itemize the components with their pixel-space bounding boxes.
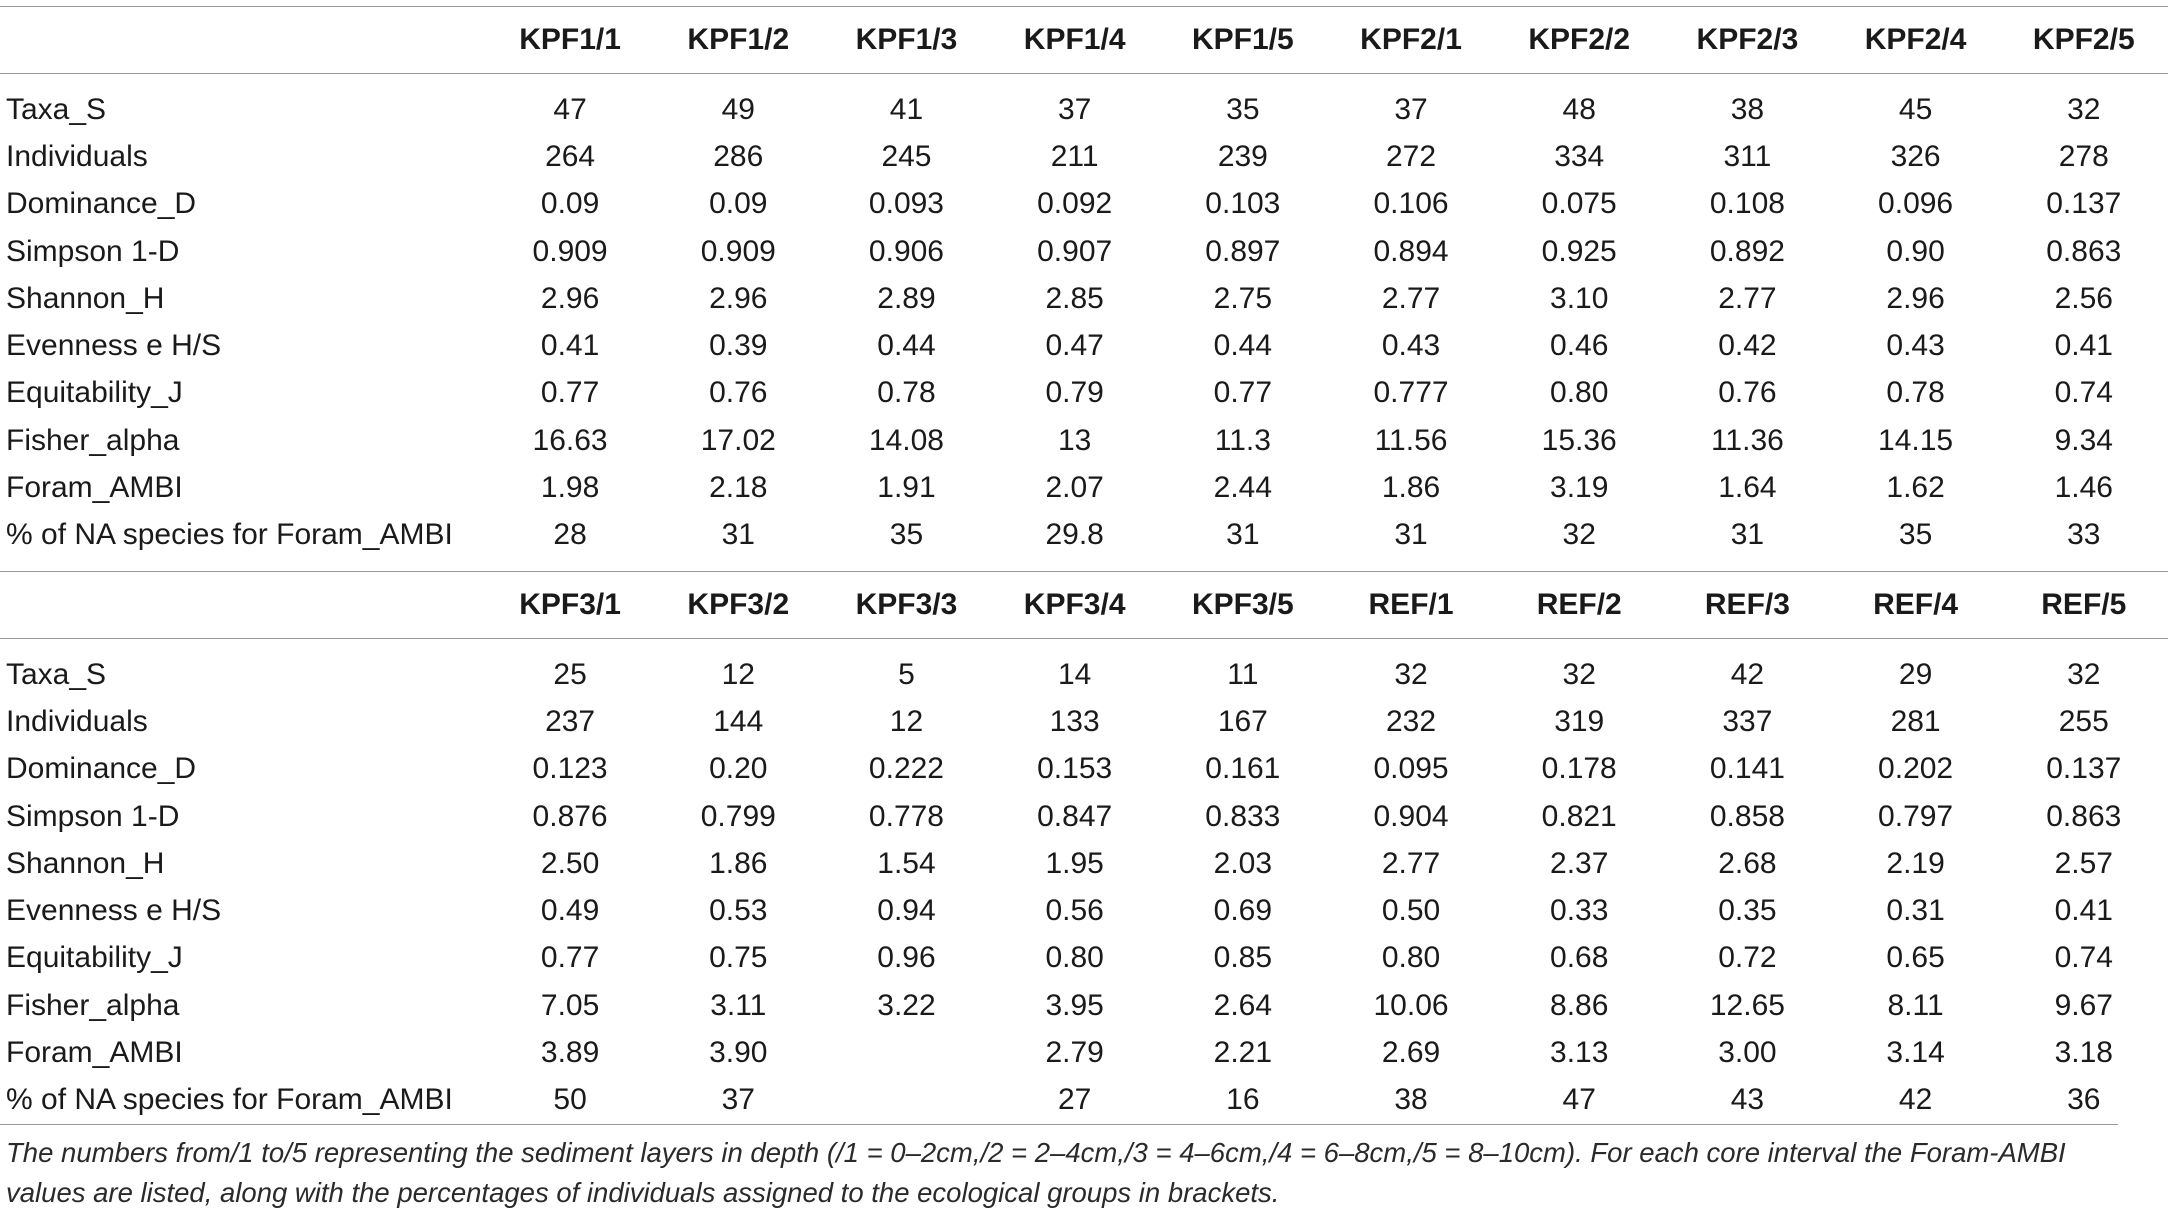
table-cell: 1.95 (1045, 846, 1104, 880)
table-row (0, 887, 2168, 934)
row-label: % of NA species for Foram_AMBI (6, 518, 453, 552)
table-cell: 35 (889, 518, 924, 552)
table-cell: 31 (1226, 518, 1260, 552)
table-row (0, 464, 2168, 511)
header-corner-cell (0, 7, 486, 74)
table-cell: 0.106 (1373, 187, 1449, 221)
table-cell: 2.21 (1213, 1035, 1273, 1069)
table-cell: 0.222 (868, 752, 944, 786)
table-cell: 0.095 (1373, 752, 1449, 786)
table-cell: 0.74 (2054, 376, 2113, 410)
table-cell: 36 (2067, 1083, 2101, 1117)
table-cell: 32 (2067, 657, 2101, 691)
table-cell: 0.161 (1205, 752, 1281, 786)
table-cell: 35 (1898, 518, 1933, 552)
table-cell: 272 (1386, 139, 1437, 173)
table-cell: 11.3 (1214, 423, 1271, 457)
table-cell: 0.80 (1381, 941, 1441, 975)
row-label: Shannon_H (6, 846, 165, 880)
table-cell: 0.49 (540, 894, 600, 928)
table-cell: 38 (1730, 92, 1765, 126)
table-cell: 15.36 (1541, 423, 1617, 457)
table-cell: 0.53 (709, 894, 768, 928)
table-row (0, 1077, 2168, 1124)
column-header: REF/4 (1832, 571, 2000, 638)
table-cell: 47 (1562, 1083, 1596, 1117)
table-cell: 0.96 (877, 941, 936, 975)
table-cell: 237 (545, 704, 596, 738)
table-cell: 0.137 (2046, 187, 2122, 221)
table-cell: 13 (1057, 423, 1092, 457)
table-row (0, 512, 2168, 559)
column-header: KPF2/3 (1663, 7, 1831, 74)
header-row (0, 7, 2168, 74)
table-cell: 2.89 (877, 281, 936, 315)
table-cell: 0.925 (1541, 234, 1617, 268)
table-cell: 0.141 (1709, 752, 1785, 786)
table-cell: 0.821 (1541, 799, 1617, 833)
table-cell: 0.44 (1213, 329, 1273, 363)
table-cell: 0.94 (877, 894, 936, 928)
table-row (0, 651, 2168, 698)
table-cell: 31 (1394, 518, 1428, 552)
table-cell: 0.35 (1718, 894, 1777, 928)
table-cell: 47 (553, 92, 587, 126)
table-cell: 0.123 (532, 752, 608, 786)
table-cell: 43 (1730, 1083, 1765, 1117)
column-header: KPF3/3 (822, 571, 990, 638)
table-cell: 16 (1226, 1083, 1260, 1117)
table-cell: 9.67 (2054, 988, 2113, 1022)
table-row (0, 181, 2168, 228)
table-cell: 0.09 (709, 187, 768, 221)
table-cell: 245 (881, 139, 932, 173)
column-header: KPF1/4 (991, 7, 1159, 74)
column-header: REF/3 (1663, 571, 1831, 638)
table-cell: 337 (1722, 704, 1773, 738)
table-cell: 0.202 (1878, 752, 1954, 786)
table-cell: 32 (1562, 518, 1596, 552)
column-header: KPF3/1 (486, 571, 654, 638)
table-cell: 1.86 (1381, 471, 1441, 505)
column-header: KPF2/4 (1832, 7, 2000, 74)
table-row (0, 322, 2168, 369)
row-label: Foram_AMBI (6, 471, 183, 505)
table-cell: 0.50 (1381, 894, 1441, 928)
table-cell: 264 (545, 139, 596, 173)
table-row (0, 698, 2168, 745)
row-label: Taxa_S (6, 92, 107, 126)
table-row (0, 275, 2168, 322)
table-cell: 278 (2058, 139, 2109, 173)
table-cell: 0.43 (1886, 329, 1945, 363)
table-cell: 50 (553, 1083, 587, 1117)
table-cell: 0.72 (1718, 941, 1777, 975)
table-cell: 0.44 (877, 329, 936, 363)
table-cell: 0.897 (1205, 234, 1281, 268)
table-cell: 0.68 (1550, 941, 1609, 975)
table-cell: 0.103 (1205, 187, 1281, 221)
table-cell: 2.64 (1213, 988, 1273, 1022)
table-cell: 1.54 (877, 846, 936, 880)
table-cell: 133 (1049, 704, 1100, 738)
table-cell: 38 (1394, 1083, 1428, 1117)
table-cell: 3.22 (877, 988, 936, 1022)
table-cell: 0.797 (1878, 799, 1954, 833)
table-cell: 0.092 (1037, 187, 1113, 221)
table-cell: 3.13 (1550, 1035, 1609, 1069)
column-header: KPF1/2 (654, 7, 822, 74)
table-cell: 17.02 (700, 423, 776, 457)
row-label: Individuals (6, 704, 148, 738)
table-cell: 0.799 (700, 799, 776, 833)
table-cell: 2.77 (1718, 281, 1777, 315)
table-row (0, 793, 2168, 840)
table-cell: 12 (889, 704, 924, 738)
table-cell: 0.892 (1709, 234, 1785, 268)
column-header: KPF3/4 (991, 571, 1159, 638)
table-cell: 0.46 (1550, 329, 1609, 363)
table-cell: 2.77 (1381, 281, 1441, 315)
table-cell: 0.69 (1213, 894, 1273, 928)
table-cell: 0.153 (1037, 752, 1113, 786)
table-cell: 7.05 (540, 988, 600, 1022)
table-cell: 29 (1898, 657, 1933, 691)
table-cell: 0.41 (540, 329, 600, 363)
table-cell: 0.178 (1541, 752, 1617, 786)
table-cell: 0.906 (868, 234, 944, 268)
table-row (0, 370, 2168, 417)
table-row (0, 228, 2168, 275)
table-cell: 2.03 (1213, 846, 1273, 880)
table-cell: 255 (2058, 704, 2109, 738)
table-cell: 0.833 (1205, 799, 1281, 833)
table-row (0, 86, 2168, 133)
table-cell: 326 (1890, 139, 1941, 173)
table-cell: 2.07 (1045, 471, 1104, 505)
row-label: Dominance_D (6, 187, 197, 221)
table-cell: 8.86 (1550, 988, 1609, 1022)
table-cell: 334 (1554, 139, 1605, 173)
table-cell: 2.96 (540, 281, 600, 315)
table-cell: 0.863 (2046, 234, 2122, 268)
table-cell: 0.80 (1045, 941, 1104, 975)
row-label: % of NA species for Foram_AMBI (6, 1083, 453, 1117)
row-label: Dominance_D (6, 752, 197, 786)
row-label: Simpson 1-D (6, 799, 180, 833)
column-header: REF/2 (1495, 571, 1663, 638)
table-cell: 0.093 (868, 187, 944, 221)
table-cell: 14.15 (1878, 423, 1954, 457)
table-cell: 49 (721, 92, 755, 126)
table-cell: 9.34 (2054, 423, 2113, 457)
table-cell: 32 (2067, 92, 2101, 126)
row-label: Individuals (6, 139, 148, 173)
table-cell: 14.08 (868, 423, 944, 457)
table-cell: 167 (1217, 704, 1268, 738)
table-cell: 0.778 (868, 799, 944, 833)
table-cell: 27 (1057, 1083, 1092, 1117)
table-row (0, 133, 2168, 180)
table-cell: 45 (1898, 92, 1933, 126)
column-header: REF/1 (1327, 571, 1495, 638)
table-cell: 31 (721, 518, 755, 552)
table-cell: 42 (1898, 1083, 1933, 1117)
row-label: Evenness e H/S (6, 894, 222, 928)
column-header: KPF2/5 (2000, 7, 2168, 74)
table-cell: 0.41 (2054, 329, 2113, 363)
table-cell: 29.8 (1045, 518, 1104, 552)
table-cell: 2.57 (2054, 846, 2113, 880)
table-cell: 2.37 (1550, 846, 1609, 880)
column-header: KPF1/1 (486, 7, 654, 74)
table-cell: 16.63 (532, 423, 608, 457)
table-cell: 319 (1554, 704, 1605, 738)
row-label: Foram_AMBI (6, 1035, 183, 1069)
table-cell: 281 (1890, 704, 1941, 738)
footnote-text: The numbers from/1 to/5 representing the sediment layers in depth (/1 = 0–2cm,/2 = 2–4cm,/3 = 4–6cm,/4 = 6–8cm,/5 = 8–10cm). For each core interval the Foram-AMBI values are listed, along with the percentages of individuals assigned to the ecological groups in brackets. (6, 1136, 2066, 1208)
table-cell: 2.77 (1381, 846, 1441, 880)
column-header: KPF2/2 (1495, 7, 1663, 74)
table-row (0, 746, 2168, 793)
table-cell: 0.77 (540, 376, 600, 410)
table-cell: 1.91 (877, 471, 936, 505)
table-cell: 0.76 (1718, 376, 1777, 410)
table-cell: 32 (1562, 657, 1596, 691)
table-cell: 0.20 (709, 752, 768, 786)
table-cell: 3.89 (540, 1035, 600, 1069)
table-cell: 0.75 (709, 941, 768, 975)
table-row (0, 417, 2168, 464)
table-row (0, 1029, 2168, 1076)
table-cell: 0.41 (2054, 894, 2113, 928)
table-cell: 0.65 (1886, 941, 1945, 975)
table-cell: 31 (1730, 518, 1765, 552)
table-cell: 2.96 (709, 281, 768, 315)
table-cell (822, 1077, 990, 1124)
table-body (0, 7, 2168, 1124)
table-cell: 11.36 (1710, 423, 1784, 457)
table-cell: 0.907 (1037, 234, 1113, 268)
table-cell: 0.56 (1045, 894, 1104, 928)
table-row (0, 935, 2168, 982)
table-cell: 0.075 (1541, 187, 1617, 221)
table-cell: 2.96 (1886, 281, 1945, 315)
table-cell: 0.33 (1550, 894, 1609, 928)
table-cell: 0.43 (1381, 329, 1441, 363)
table-cell: 12.65 (1709, 988, 1785, 1022)
table-cell: 0.42 (1718, 329, 1777, 363)
table-footnote (0, 1124, 2118, 1213)
table-cell: 3.10 (1550, 281, 1609, 315)
table-cell: 3.00 (1718, 1035, 1777, 1069)
diversity-indices-table (0, 6, 2168, 1124)
table-cell: 0.863 (2046, 799, 2122, 833)
table-cell: 3.14 (1886, 1035, 1945, 1069)
table-cell: 35 (1226, 92, 1260, 126)
row-label: Shannon_H (6, 281, 165, 315)
table-cell: 0.137 (2046, 752, 2122, 786)
table-cell: 42 (1730, 657, 1765, 691)
column-header: KPF1/5 (1159, 7, 1327, 74)
table-cell: 2.79 (1045, 1035, 1104, 1069)
table-cell: 0.09 (540, 187, 600, 221)
table-cell: 12 (721, 657, 755, 691)
table-cell: 3.11 (710, 988, 767, 1022)
table-cell: 0.39 (709, 329, 768, 363)
table-cell: 1.64 (1718, 471, 1777, 505)
table-cell: 3.19 (1550, 471, 1609, 505)
table-cell: 2.44 (1213, 471, 1273, 505)
table-cell: 0.904 (1373, 799, 1449, 833)
table-cell: 1.46 (2054, 471, 2113, 505)
table-cell: 0.78 (1886, 376, 1945, 410)
table-cell: 286 (713, 139, 764, 173)
table-cell: 8.11 (1887, 988, 1944, 1022)
header-row (0, 571, 2168, 638)
table-cell: 5 (898, 657, 915, 691)
column-header: KPF2/1 (1327, 7, 1495, 74)
row-label: Equitability_J (6, 941, 183, 975)
table-cell: 48 (1562, 92, 1596, 126)
table-cell: 0.108 (1709, 187, 1785, 221)
table-cell: 2.68 (1718, 846, 1777, 880)
table-cell: 41 (889, 92, 924, 126)
table-cell: 0.47 (1045, 329, 1104, 363)
table-cell: 1.62 (1886, 471, 1945, 505)
table-cell: 0.894 (1373, 234, 1449, 268)
table-cell: 37 (1394, 92, 1428, 126)
table-cell: 25 (553, 657, 587, 691)
table-cell: 10.06 (1373, 988, 1449, 1022)
table-cell: 0.76 (709, 376, 768, 410)
table-cell: 0.79 (1045, 376, 1104, 410)
table-cell: 1.86 (709, 846, 768, 880)
table-cell: 311 (1723, 139, 1772, 173)
table-cell: 14 (1057, 657, 1092, 691)
table-cell: 28 (553, 518, 587, 552)
header-corner-cell (0, 571, 486, 638)
table-cell: 2.75 (1213, 281, 1273, 315)
table-cell: 0.909 (532, 234, 608, 268)
row-label: Evenness e H/S (6, 329, 222, 363)
table-cell: 2.56 (2054, 281, 2113, 315)
table-row (0, 840, 2168, 887)
table-cell: 1.98 (540, 471, 600, 505)
table-cell: 0.858 (1709, 799, 1785, 833)
table-row (0, 982, 2168, 1029)
table-cell: 3.18 (2054, 1035, 2113, 1069)
table-cell: 239 (1217, 139, 1268, 173)
table-cell: 0.77 (1213, 376, 1273, 410)
table-cell: 0.847 (1037, 799, 1113, 833)
row-label: Fisher_alpha (6, 423, 180, 457)
table-cell: 2.19 (1886, 846, 1945, 880)
row-label: Equitability_J (6, 376, 183, 410)
table-cell: 0.31 (1886, 894, 1945, 928)
table-cell: 0.78 (877, 376, 936, 410)
table-cell: 2.85 (1045, 281, 1104, 315)
row-label: Taxa_S (6, 657, 107, 691)
table-cell: 3.95 (1045, 988, 1104, 1022)
column-header: KPF3/2 (654, 571, 822, 638)
table-cell: 0.876 (532, 799, 608, 833)
table-cell: 33 (2067, 518, 2101, 552)
column-header: KPF3/5 (1159, 571, 1327, 638)
table-cell: 0.909 (700, 234, 776, 268)
table-cell: 37 (1057, 92, 1092, 126)
table-cell: 0.85 (1213, 941, 1273, 975)
table-cell: 0.777 (1373, 376, 1449, 410)
table-cell: 0.80 (1550, 376, 1609, 410)
table-cell: 144 (713, 704, 764, 738)
table-cell: 0.90 (1886, 234, 1945, 268)
table-cell: 0.77 (540, 941, 600, 975)
table-cell: 37 (721, 1083, 755, 1117)
table-cell: 11.56 (1374, 423, 1448, 457)
table-cell: 232 (1386, 704, 1437, 738)
table-cell: 32 (1394, 657, 1428, 691)
table-cell: 3.90 (709, 1035, 768, 1069)
column-header: REF/5 (2000, 571, 2168, 638)
row-label: Fisher_alpha (6, 988, 180, 1022)
table-cell: 11 (1227, 657, 1259, 691)
table-cell: 211 (1050, 139, 1099, 173)
table-cell: 2.18 (709, 471, 768, 505)
row-label: Simpson 1-D (6, 234, 180, 268)
table-cell: 0.096 (1878, 187, 1954, 221)
column-header: KPF1/3 (822, 7, 990, 74)
table-cell: 0.74 (2054, 941, 2113, 975)
table-cell: 2.50 (540, 846, 600, 880)
table-cell: 2.69 (1381, 1035, 1441, 1069)
table-cell (822, 1029, 990, 1076)
